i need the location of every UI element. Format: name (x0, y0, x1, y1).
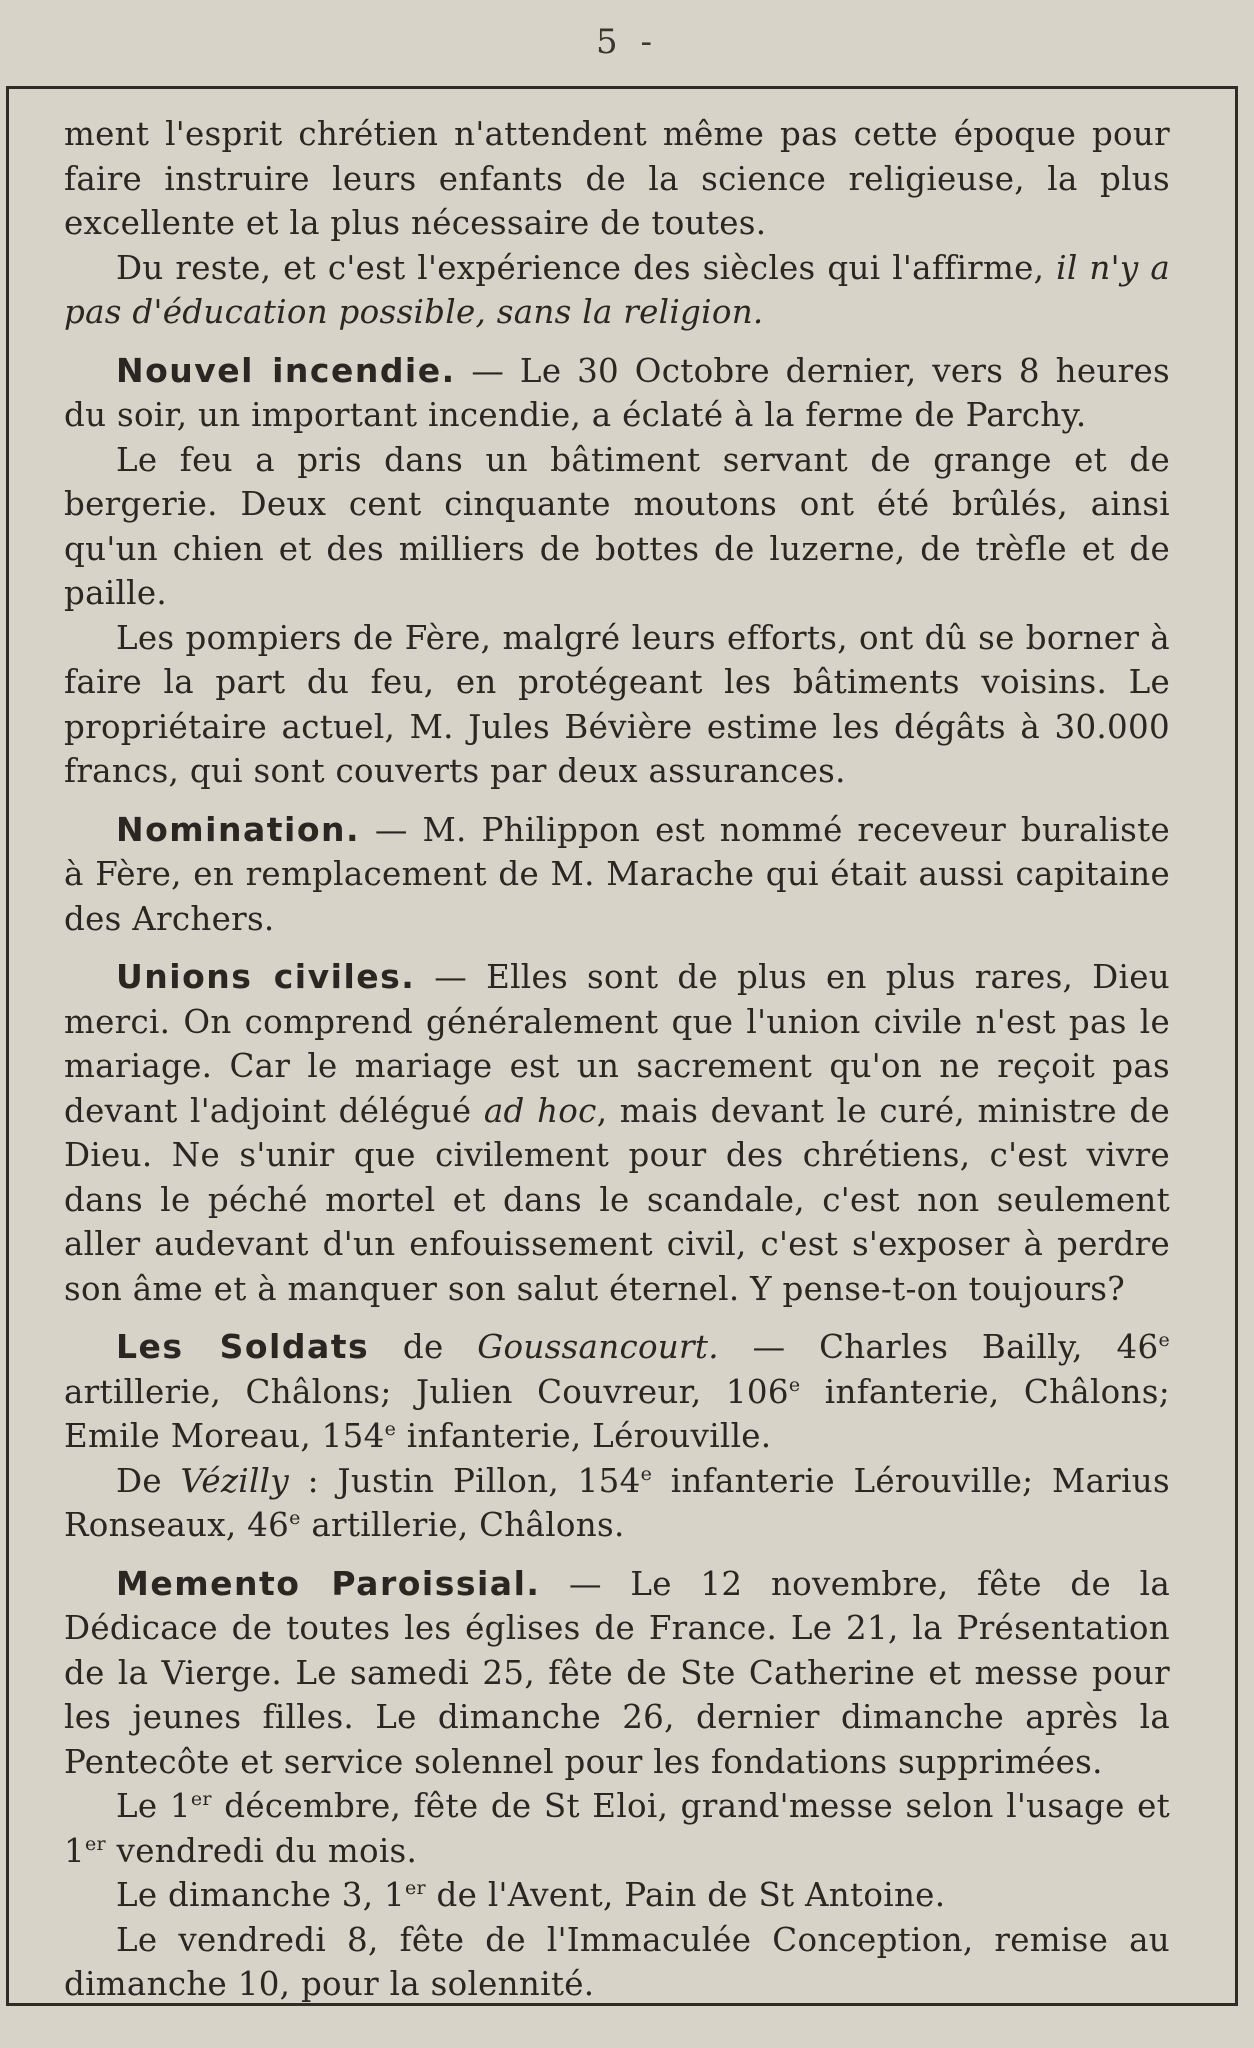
paragraph-incendie-3: Les pompiers de Fère, malgré leurs efforts, ont dû se borner à faire la part du feu, en protégeant les bâtiments voisins. Le propriétaire actuel, M. Jules Bévière estime les dégâts à 30.000 francs, qui sont couverts par deux assurances. (64, 618, 1170, 790)
section-nomination: Nomination. — M. Philippon est nommé receveur buraliste à Fère, en remplacement de M. Marache qui était aussi capitaine des Archers. (64, 809, 1170, 938)
page-number: 5 - (596, 22, 658, 62)
paragraph-memento-2: Le 1er décembre, fête de St Eloi, grand'messe selon l'usage et 1er vendredi du mois. (64, 1787, 1171, 1870)
section-memento: Memento Paroissial. — Le 12 novembre, fête de la Dédicace de toutes les églises de France. Le 21, la Présentation de la Vierge. Le samedi 25, fête de Ste Catherine et messe pour les jeunes filles. Le dimanche 26, dernier dimanche après la Pentecôte et service solennel pour les fondations supprimées. (64, 1563, 1170, 1781)
paragraph-memento-4: Le vendredi 8, fête de l'Immaculée Conception, remise au dimanche 10, pour la solennité. (64, 1920, 1170, 2003)
paragraph-memento-3: Le dimanche 3, 1er de l'Avent, Pain de St Antoine. (116, 1876, 946, 1914)
heading-soldats: Les Soldats (116, 1327, 370, 1366)
paragraph-soldats-vezilly: De Vézilly : Justin Pillon, 154e infanterie Lérouville; Marius Ronseaux, 46e artillerie, Châlons. (64, 1461, 1170, 1544)
heading-unions: Unions civiles. (116, 957, 416, 996)
paragraph-intro: ment l'esprit chrétien n'attendent même pas cette époque pour faire instruire leurs enfants de la science religieuse, la plus excellente et la plus nécessaire de toutes. (64, 115, 1170, 242)
heading-nomination: Nomination. (116, 809, 361, 849)
heading-memento: Memento Paroissial. (116, 1563, 541, 1603)
paragraph-incendie-2: Le feu a pris dans un bâtiment servant de grange et de bergerie. Deux cent cinquante moutons ont été brûlés, ainsi qu'un chien et des milliers de bottes de luzerne, de trèfle et de paille. (64, 440, 1170, 612)
section-incendie: Nouvel incendie. — Le 30 Octobre dernier, vers 8 heures du soir, un important incendie, a éclaté à la ferme de Parchy. (64, 350, 1170, 434)
section-soldats: Les Soldats de Goussancourt. — Charles Bailly, 46e artillerie, Châlons; Julien Couvreur, 106e infanterie, Châlons; Emile Moreau, 154e infanterie, Lérouville. (64, 1327, 1171, 1455)
heading-incendie: Nouvel incendie. (116, 350, 456, 390)
article-body (64, 112, 1170, 2007)
section-unions: Unions civiles. — Elles sont de plus en plus rares, Dieu merci. On comprend généralement que l'union civile n'est pas le mariage. Car le mariage est un sacrement qu'on ne reçoit pas devant l'adjoint délégué ad hoc, mais devant le curé, ministre de Dieu. Ne s'unir que civilement pour des chrétiens, c'est vivre dans le péché mortel et dans le scandale, c'est non seulement aller audevant d'un enfouissement civil, c'est s'exposer à perdre son âme et à manquer son salut éternel. Y pense-t-on toujours? (64, 957, 1171, 1308)
paragraph-religion: Du reste, et c'est l'expérience des siècles qui l'affirme, il n'y a pas d'éducation possible, sans la religion. (64, 248, 1170, 331)
